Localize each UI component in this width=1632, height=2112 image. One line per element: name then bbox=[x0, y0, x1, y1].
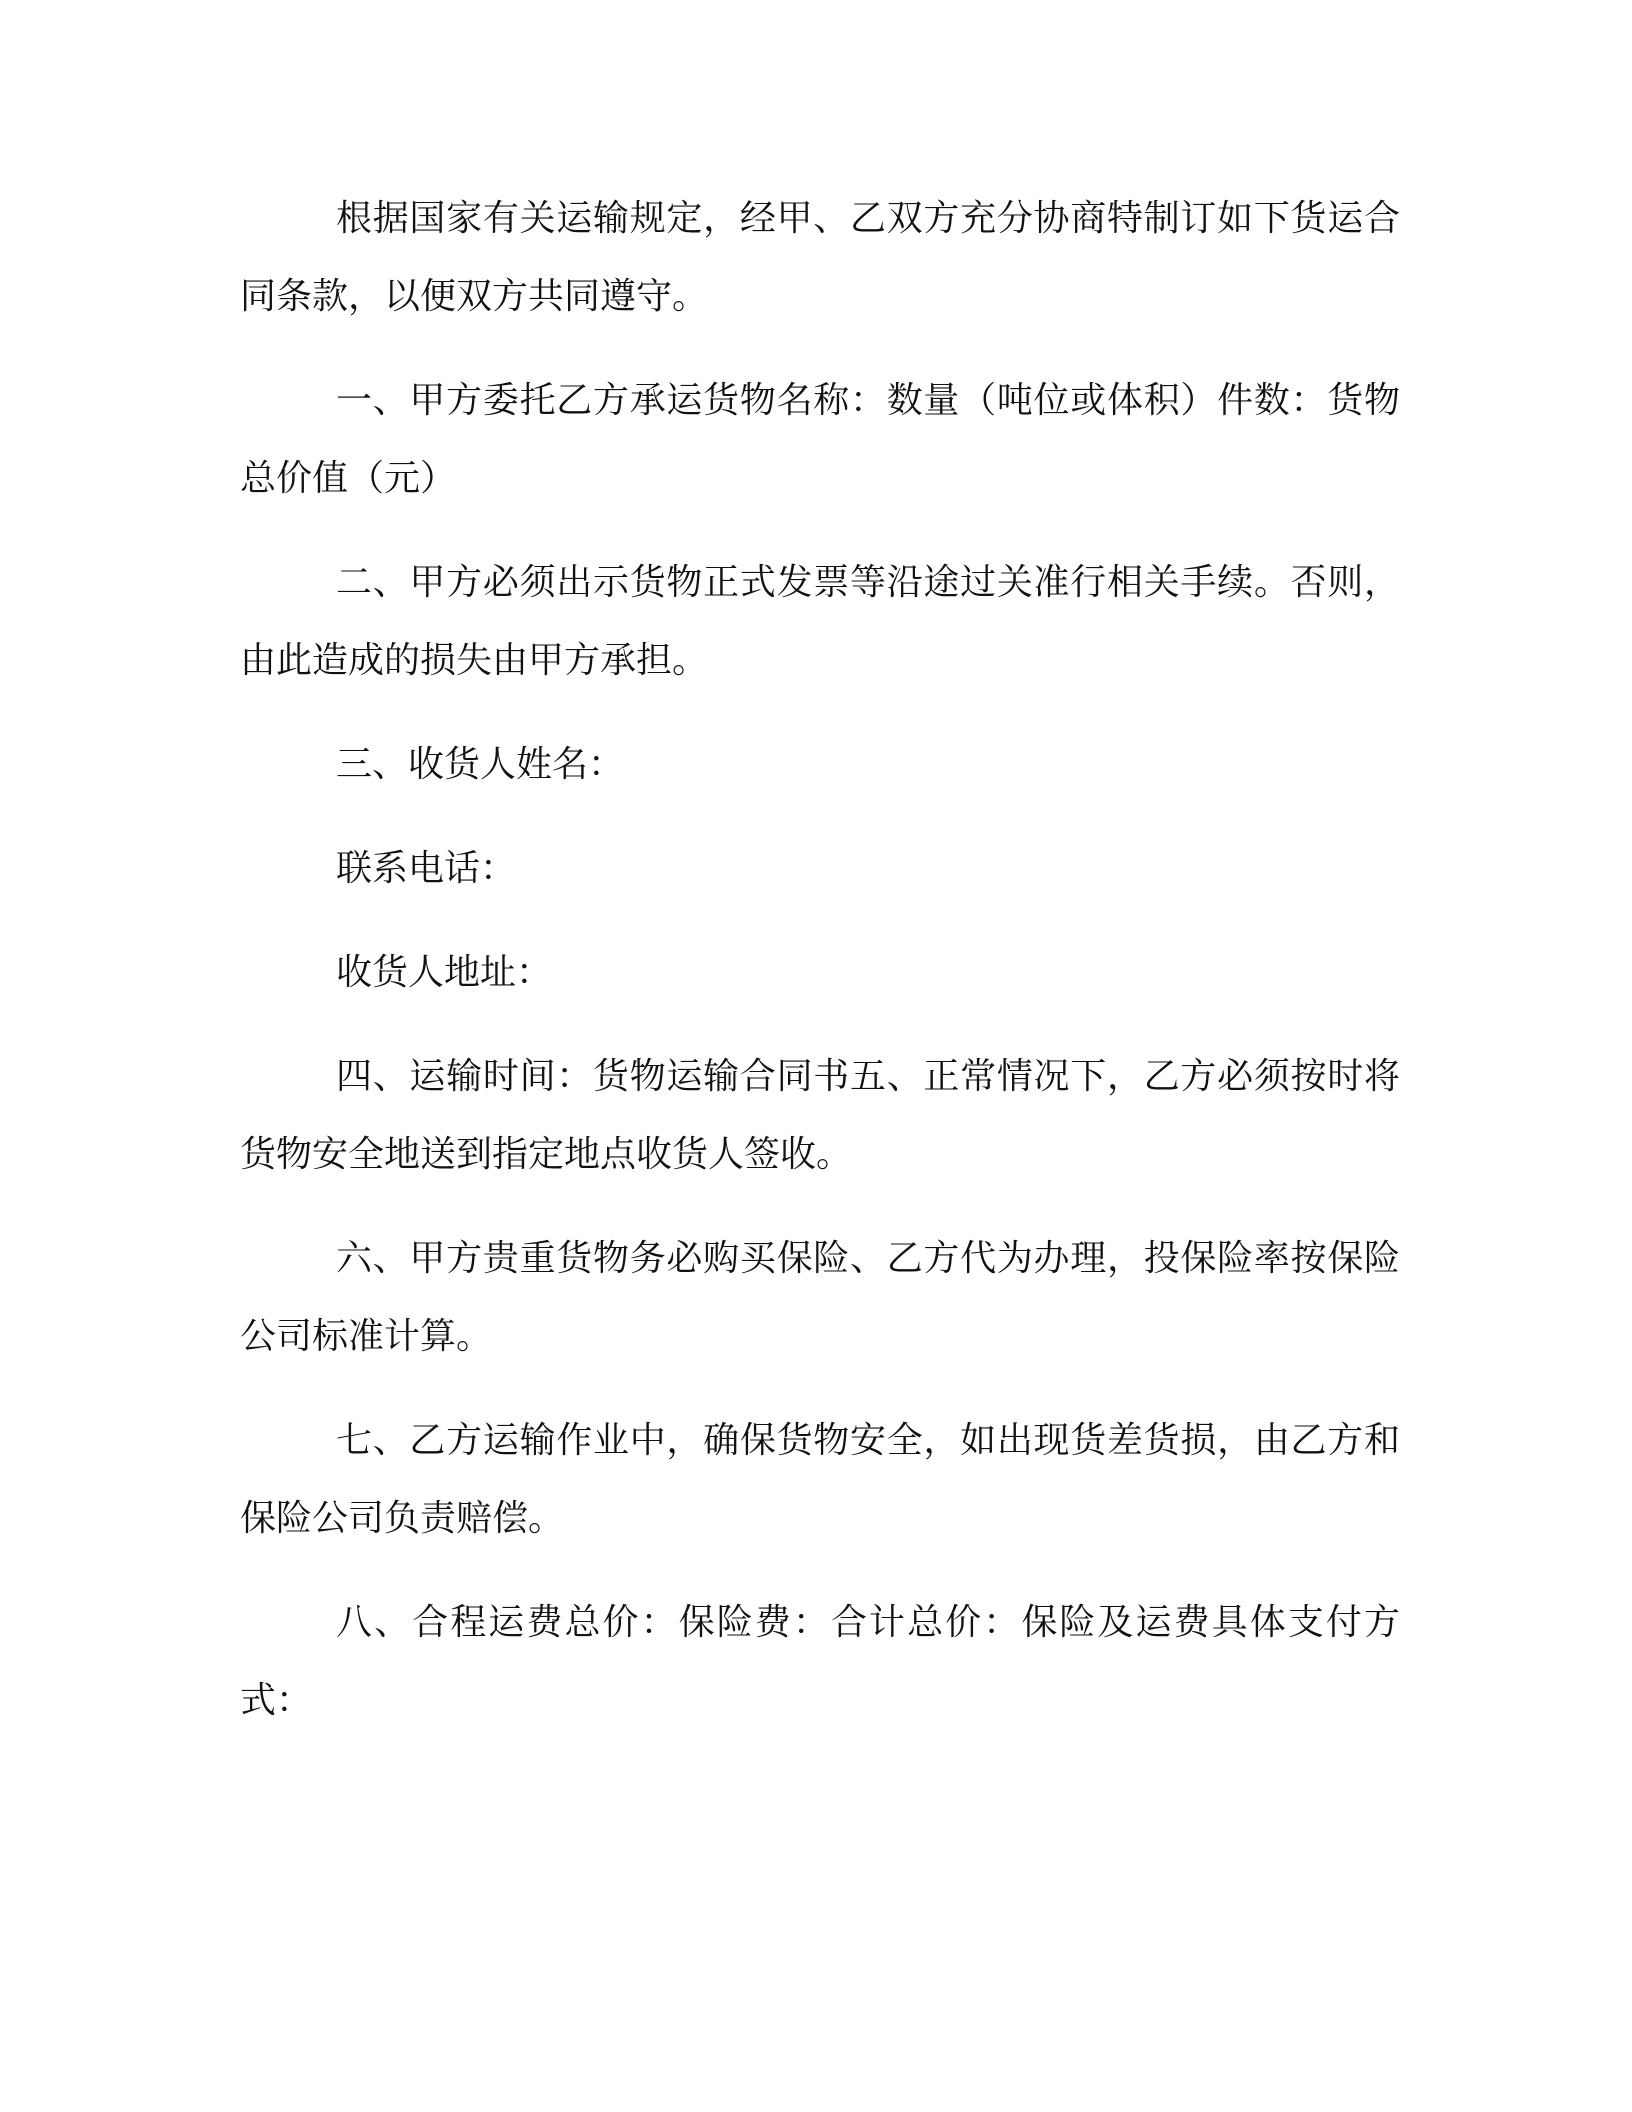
paragraph-clause-8: 八、合程运费总价：保险费：合计总价：保险及运费具体支付方式： bbox=[240, 1602, 1400, 1721]
document-body bbox=[240, 180, 1400, 1766]
paragraph-clause-7: 七、乙方运输作业中，确保货物安全，如出现货差货损，由乙方和保险公司负责赔偿。 bbox=[240, 1420, 1400, 1539]
paragraph-intro: 根据国家有关运输规定，经甲、乙双方充分协商特制订如下货运合同条款，以便双方共同遵守。 bbox=[240, 198, 1400, 317]
paragraph-contact-phone: 联系电话： bbox=[336, 848, 517, 889]
paragraph-clause-1: 一、甲方委托乙方承运货物名称：数量（吨位或体积）件数：货物总价值（元） bbox=[240, 380, 1400, 499]
paragraph-clause-6: 六、甲方贵重货物务必购买保险、乙方代为办理，投保险率按保险公司标准计算。 bbox=[240, 1238, 1400, 1357]
paragraph-consignee-address: 收货人地址： bbox=[336, 952, 553, 993]
paragraph-clause-3-consignee-name: 三、收货人姓名： bbox=[336, 744, 625, 785]
paragraph-clause-4-5: 四、运输时间：货物运输合同书五、正常情况下，乙方必须按时将货物安全地送到指定地点收货人签收。 bbox=[240, 1056, 1400, 1175]
paragraph-clause-2: 二、甲方必须出示货物正式发票等沿途过关准行相关手续。否则，由此造成的损失由甲方承担。 bbox=[240, 562, 1400, 681]
